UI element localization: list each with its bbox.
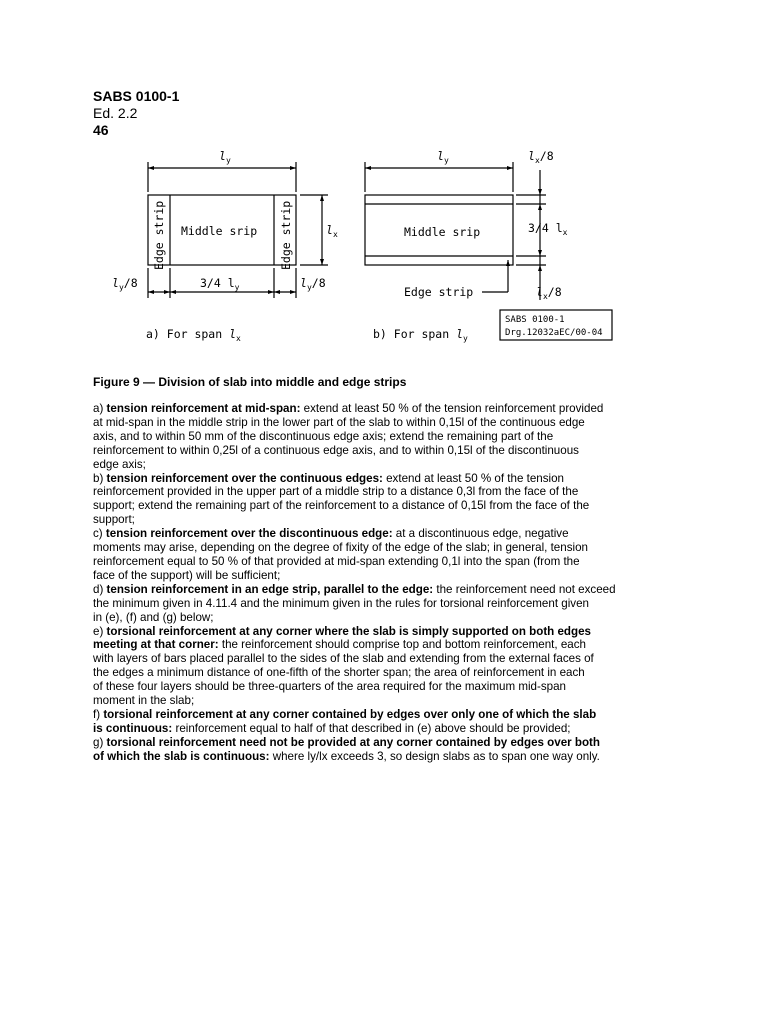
svg-text:lx/8: $l_x/8$ [528,149,554,165]
list-item: b) tension reinforcement over the continuous edges: extend at least 50 % of the tension reinforcement provided in the upper part of a middle strip to a distance 0,3l from the face of the support; extend the remaining part of the reinforcement to a distance of 0,15l from the face of the support; [93,471,590,527]
svg-text:lx: $l_x$ [326,223,338,239]
list-item: d) tension reinforcement in an edge strip, parallel to the edge: the reinforcement need not exceed the minimum given in 4.11.4 and the minimum given in the rules for torsional reinforcement given in (e), (f) and (g) below; [93,582,616,624]
svg-text:3/4 ly: 3/4 $l_y$ [200,276,240,292]
svg-text:ly: $l_y$ [437,149,449,165]
standard-number: SABS 0100-1 [93,88,180,104]
right-dim-top-label: l [437,149,444,163]
list-item: c) tension reinforcement over the discontinuous edge: at a discontinuous edge, negative moments may arise, depending on the degree of fixity of the edge of the slab; in general, tension reinforcement equal to 50 % of that provided at mid-span extending 0,1l into the span (from the face of the support) will be sufficient; [93,527,588,582]
edition: Ed. 2.2 [93,105,138,121]
document-header [93,88,179,139]
body-text [93,402,683,764]
right-top-right-label: l [528,149,535,163]
svg-text:b) For span ly: b) For span $l_y$ [373,327,468,343]
stamp-line2: Drg.12032aEC/00-04 [505,328,603,338]
list-item: a) tension reinforcement at mid-span: extend at least 50 % of the tension reinforcement provided at mid-span in the middle strip in the lower part of the slab to within 0,15l of the continuous edge axis, and to within 50 mm of the discontinuous edge axis; extend the remaining part of the reinforcement to within 0,25l of a continuous edge axis, and to within 0,15l of the discontinuous edge axis; [93,402,604,471]
page-number: 46 [93,122,109,138]
list-item: g) torsional reinforcement need not be provided at any corner contained by edges over both of which the slab is continuous: where ly/lx exceeds 3, so design slabs as to span one way only. [93,735,601,763]
left-edge-strip-label-right: Edge strip [279,200,293,270]
left-dim-right-label: l [326,223,333,237]
left-edge-strip-label-left: Edge strip [152,200,166,270]
left-middle-strip-label: Middle srip [181,224,258,238]
svg-text:lx/8: $l_x/8$ [536,285,562,301]
left-bottom-mid-label: 3/4 l [200,276,235,290]
svg-text:3/4 lx: 3/4 $l_x$ [528,221,568,237]
figure-9-diagram [100,140,660,355]
right-bottom-right-label: l [536,285,543,299]
left-dim-top-label: l [219,149,226,163]
left-bottom-right-label: l [300,276,307,290]
svg-text:ly/8: $l_y/8$ [300,276,326,292]
right-middle-strip-label: Middle srip [404,225,481,239]
right-mid-right-label: 3/4 l [528,221,563,235]
svg-text:a) For span lx: a) For span $l_x$ [146,327,241,343]
right-edge-strip-label: Edge strip [404,285,474,299]
list-item: e) torsional reinforcement at any corner where the slab is simply supported on both edges meeting at that corner: the reinforcement should comprise top and bottom reinforcement, each with layers of bars placed parallel to the sides of the slab and extending from the external faces of the edges a minimum distance of one-fifth of the shorter span; the area of reinforcement in each of these four layers should be three-quarters of the area required for the maximum mid-span moment in the slab; [93,624,594,708]
svg-text:ly: $l_y$ [219,149,231,165]
left-caption: a) For span [146,327,223,341]
right-caption: b) For span [373,327,450,341]
stamp-line1: SABS 0100-1 [505,315,565,325]
svg-text:ly/8: $l_y/8$ [112,276,138,292]
figure-caption: Figure 9 — Division of slab into middle and edge strips [93,375,407,389]
list-item: f) torsional reinforcement at any corner contained by edges over only one of which the slab is continuous: reinforcement equal to half of that described in (e) above should be provided; [93,707,597,735]
left-bottom-left-label: l [112,276,119,290]
